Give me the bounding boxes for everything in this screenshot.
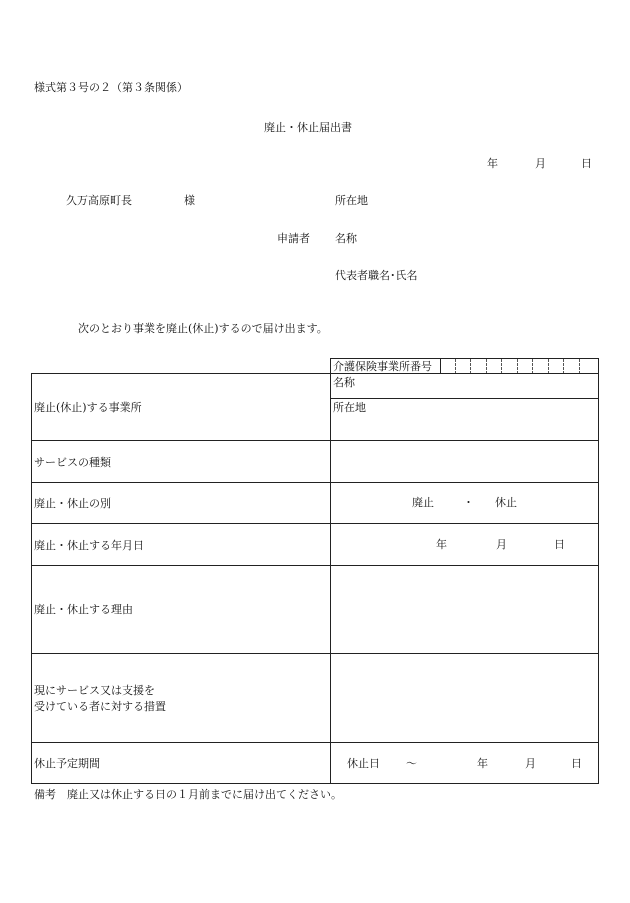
reason-field[interactable]	[331, 566, 598, 653]
service-field[interactable]	[331, 441, 598, 482]
row-service-label: サービスの種類	[34, 456, 111, 469]
row-date-label: 廃止・休止する年月日	[34, 539, 144, 552]
footnote: 備考 廃止又は休止する日の１月前までに届け出てください。	[34, 788, 342, 801]
applicant-role: 申請者	[277, 232, 310, 245]
date-day: 日	[581, 157, 592, 170]
period-start-label: 休止日	[347, 757, 380, 770]
row-measures-label-line1: 現にサービス又は支援を	[34, 684, 155, 697]
measures-field[interactable]	[331, 654, 598, 742]
office-name-label: 名称	[333, 376, 355, 389]
office-name-field[interactable]	[331, 376, 598, 398]
option-suspend[interactable]: 休止	[495, 496, 517, 509]
abolish-date-month: 月	[496, 538, 507, 551]
addressee-honorific: 様	[184, 194, 195, 207]
date-month: 月	[535, 157, 546, 170]
applicant-name-label: 名称	[335, 232, 357, 245]
row-period-label: 休止予定期間	[34, 757, 100, 770]
office-location-field[interactable]	[331, 414, 598, 440]
row-measures-label-line2: 受けている者に対する措置	[34, 700, 166, 713]
statement: 次のとおり事業を廃止(休止)するので届け出ます。	[78, 322, 328, 335]
applicant-location-label: 所在地	[335, 194, 368, 207]
option-separator: ・	[463, 496, 474, 509]
office-location-label: 所在地	[333, 401, 366, 414]
office-number-label: 介護保険事業所番号	[333, 360, 432, 373]
period-year: 年	[477, 757, 488, 770]
row-office-label: 廃止(休止)する事業所	[34, 401, 142, 414]
row-reason-label: 廃止・休止する理由	[34, 603, 133, 616]
abolish-date-day: 日	[554, 538, 565, 551]
date-year: 年	[487, 157, 498, 170]
period-month: 月	[525, 757, 536, 770]
option-abolish[interactable]: 廃止	[412, 496, 434, 509]
period-tilde: ～	[406, 757, 417, 770]
period-day: 日	[571, 757, 582, 770]
form-id: 様式第３号の２（第３条関係）	[34, 81, 188, 94]
row-type-label: 廃止・休止の別	[34, 497, 111, 510]
applicant-rep-label: 代表者職名･氏名	[335, 269, 418, 282]
page-title: 廃止・休止届出書	[264, 121, 352, 134]
abolish-date-year: 年	[436, 538, 447, 551]
addressee-name: 久万高原町長	[66, 194, 132, 207]
